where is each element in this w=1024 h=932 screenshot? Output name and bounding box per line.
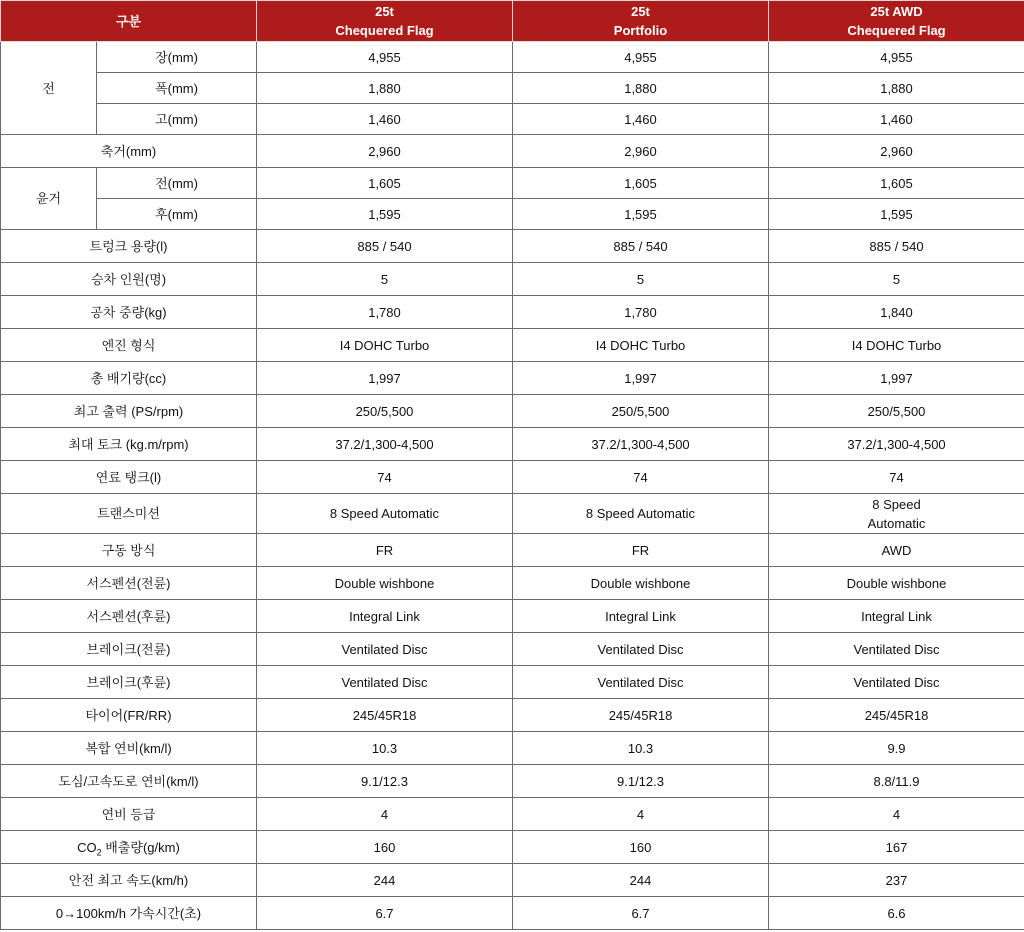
cell-value: 1,780 xyxy=(257,296,513,329)
header-model-3-line1: 25t AWD xyxy=(870,4,923,19)
cell-value: 4,955 xyxy=(513,42,769,73)
co2-subscript: 2 xyxy=(96,847,102,858)
cell-value: Ventilated Disc xyxy=(513,666,769,699)
row-label-co2 xyxy=(1,831,257,864)
table-row xyxy=(1,329,1024,362)
table-row xyxy=(1,666,1024,699)
cell-value: 8 Speed Automatic xyxy=(257,494,513,534)
row-label: 복합 연비(km/l) xyxy=(1,732,257,765)
cell-value: 4,955 xyxy=(257,42,513,73)
cell-value: 1,605 xyxy=(513,168,769,199)
table-row xyxy=(1,296,1024,329)
header-model-2-line1: 25t xyxy=(631,4,650,19)
row-label: 서스펜션(전륜) xyxy=(1,567,257,600)
group-label-front: 전 xyxy=(1,42,97,135)
cell-value: 8 Speed Automatic xyxy=(513,494,769,534)
header-row xyxy=(1,1,1024,42)
cell-value: 2,960 xyxy=(257,135,513,168)
cell-value: 6.7 xyxy=(257,897,513,930)
cell-value: 1,595 xyxy=(769,199,1024,230)
row-label: 안전 최고 속도(km/h) xyxy=(1,864,257,897)
table-row xyxy=(1,600,1024,633)
cell-value: 74 xyxy=(769,461,1024,494)
cell-value: Integral Link xyxy=(257,600,513,633)
cell-value: 1,460 xyxy=(513,104,769,135)
cell-value: 6.6 xyxy=(769,897,1024,930)
cell-value: 1,460 xyxy=(769,104,1024,135)
cell-value: 1,460 xyxy=(257,104,513,135)
table-row xyxy=(1,534,1024,567)
row-label: 연료 탱크(l) xyxy=(1,461,257,494)
cell-value: 74 xyxy=(513,461,769,494)
cell-value: 237 xyxy=(769,864,1024,897)
cell-value: 4 xyxy=(769,798,1024,831)
cell-value: 4,955 xyxy=(769,42,1024,73)
cell-value: 1,880 xyxy=(257,73,513,104)
row-label: 축거(mm) xyxy=(1,135,257,168)
row-label: 트렁크 용량(l) xyxy=(1,230,257,263)
cell-value: Ventilated Disc xyxy=(257,633,513,666)
cell-value: 1,595 xyxy=(513,199,769,230)
row-label: 브레이크(전륜) xyxy=(1,633,257,666)
row-label: 공차 중량(kg) xyxy=(1,296,257,329)
row-label: 승차 인원(명) xyxy=(1,263,257,296)
cell-value: Double wishbone xyxy=(513,567,769,600)
table-row xyxy=(1,168,1024,199)
table-row xyxy=(1,864,1024,897)
cell-value: 4 xyxy=(257,798,513,831)
row-label: 총 배기량(cc) xyxy=(1,362,257,395)
cell-value: 2,960 xyxy=(769,135,1024,168)
row-label: 트랜스미션 xyxy=(1,494,257,534)
cell-value: 1,605 xyxy=(257,168,513,199)
row-label: 장(mm) xyxy=(97,42,257,73)
co2-suffix: 배출량(g/km) xyxy=(101,839,180,855)
cell-value: 885 / 540 xyxy=(513,230,769,263)
row-label: 도심/고속도로 연비(km/l) xyxy=(1,765,257,798)
row-label: 최고 출력 (PS/rpm) xyxy=(1,395,257,428)
cell-value: 9.1/12.3 xyxy=(257,765,513,798)
header-model-3 xyxy=(769,1,1024,42)
row-label: 폭(mm) xyxy=(97,73,257,104)
table-row xyxy=(1,428,1024,461)
table-row xyxy=(1,42,1024,73)
table-row xyxy=(1,199,1024,230)
cell-value-line1: 8 Speed xyxy=(872,496,921,512)
table-row xyxy=(1,362,1024,395)
header-model-3-line2: Chequered Flag xyxy=(847,23,946,38)
cell-value: I4 DOHC Turbo xyxy=(769,329,1024,362)
row-label: 구동 방식 xyxy=(1,534,257,567)
table-row xyxy=(1,633,1024,666)
cell-value: 244 xyxy=(257,864,513,897)
header-model-1-line2: Chequered Flag xyxy=(335,23,434,38)
cell-value: 160 xyxy=(513,831,769,864)
cell-value: I4 DOHC Turbo xyxy=(513,329,769,362)
cell-value: 160 xyxy=(257,831,513,864)
row-label: 최대 토크 (kg.m/rpm) xyxy=(1,428,257,461)
cell-value: 5 xyxy=(769,263,1024,296)
header-model-1 xyxy=(257,1,513,42)
cell-value-line2: Automatic xyxy=(867,515,926,531)
cell-value: 1,840 xyxy=(769,296,1024,329)
table-row xyxy=(1,831,1024,864)
cell-value: 74 xyxy=(257,461,513,494)
cell-value: 245/45R18 xyxy=(513,699,769,732)
table-row xyxy=(1,104,1024,135)
cell-value: Integral Link xyxy=(769,600,1024,633)
cell-value: 1,780 xyxy=(513,296,769,329)
cell-value: Integral Link xyxy=(513,600,769,633)
cell-value: 10.3 xyxy=(257,732,513,765)
cell-value: 1,880 xyxy=(513,73,769,104)
table-row xyxy=(1,395,1024,428)
group-label-tread: 윤거 xyxy=(1,168,97,230)
cell-value: 37.2/1,300-4,500 xyxy=(257,428,513,461)
table-row xyxy=(1,73,1024,104)
header-model-2-line2: Portfolio xyxy=(613,23,668,38)
row-label: 고(mm) xyxy=(97,104,257,135)
co2-prefix: CO xyxy=(77,839,97,855)
cell-value: 1,997 xyxy=(513,362,769,395)
cell-value: 9.1/12.3 xyxy=(513,765,769,798)
cell-value: 244 xyxy=(513,864,769,897)
table-row xyxy=(1,494,1024,534)
cell-value: Ventilated Disc xyxy=(769,633,1024,666)
cell-value: 1,605 xyxy=(769,168,1024,199)
cell-value: Double wishbone xyxy=(257,567,513,600)
cell-value-multiline xyxy=(769,494,1024,534)
header-category: 구분 xyxy=(1,1,257,42)
cell-value: 2,960 xyxy=(513,135,769,168)
table-row xyxy=(1,897,1024,930)
cell-value: 885 / 540 xyxy=(257,230,513,263)
header-model-1-line1: 25t xyxy=(375,4,394,19)
cell-value: 37.2/1,300-4,500 xyxy=(769,428,1024,461)
row-label: 엔진 형식 xyxy=(1,329,257,362)
table-row xyxy=(1,765,1024,798)
cell-value: 1,997 xyxy=(769,362,1024,395)
table-row xyxy=(1,263,1024,296)
cell-value: 4 xyxy=(513,798,769,831)
cell-value: Double wishbone xyxy=(769,567,1024,600)
row-label: 서스펜션(후륜) xyxy=(1,600,257,633)
cell-value: 10.3 xyxy=(513,732,769,765)
row-label: 연비 등급 xyxy=(1,798,257,831)
cell-value: 250/5,500 xyxy=(769,395,1024,428)
cell-value: FR xyxy=(257,534,513,567)
row-label: 전(mm) xyxy=(97,168,257,199)
cell-value: 245/45R18 xyxy=(769,699,1024,732)
cell-value: 885 / 540 xyxy=(769,230,1024,263)
cell-value: 1,880 xyxy=(769,73,1024,104)
cell-value: 1,997 xyxy=(257,362,513,395)
cell-value: AWD xyxy=(769,534,1024,567)
table-row xyxy=(1,798,1024,831)
table-row xyxy=(1,732,1024,765)
row-label: 후(mm) xyxy=(97,199,257,230)
cell-value: Ventilated Disc xyxy=(769,666,1024,699)
cell-value: 1,595 xyxy=(257,199,513,230)
cell-value: FR xyxy=(513,534,769,567)
cell-value: 6.7 xyxy=(513,897,769,930)
cell-value: Ventilated Disc xyxy=(513,633,769,666)
table-row xyxy=(1,699,1024,732)
cell-value: 167 xyxy=(769,831,1024,864)
cell-value: I4 DOHC Turbo xyxy=(257,329,513,362)
table-row xyxy=(1,230,1024,263)
row-label: 0→100km/h 가속시간(초) xyxy=(1,897,257,930)
row-label: 타이어(FR/RR) xyxy=(1,699,257,732)
header-model-2 xyxy=(513,1,769,42)
cell-value: 250/5,500 xyxy=(513,395,769,428)
cell-value: 250/5,500 xyxy=(257,395,513,428)
cell-value: 37.2/1,300-4,500 xyxy=(513,428,769,461)
row-label: 브레이크(후륜) xyxy=(1,666,257,699)
cell-value: 245/45R18 xyxy=(257,699,513,732)
table-row xyxy=(1,567,1024,600)
cell-value: 5 xyxy=(513,263,769,296)
cell-value: 8.8/11.9 xyxy=(769,765,1024,798)
table-row xyxy=(1,135,1024,168)
cell-value: 9.9 xyxy=(769,732,1024,765)
table-row xyxy=(1,461,1024,494)
cell-value: Ventilated Disc xyxy=(257,666,513,699)
cell-value: 5 xyxy=(257,263,513,296)
